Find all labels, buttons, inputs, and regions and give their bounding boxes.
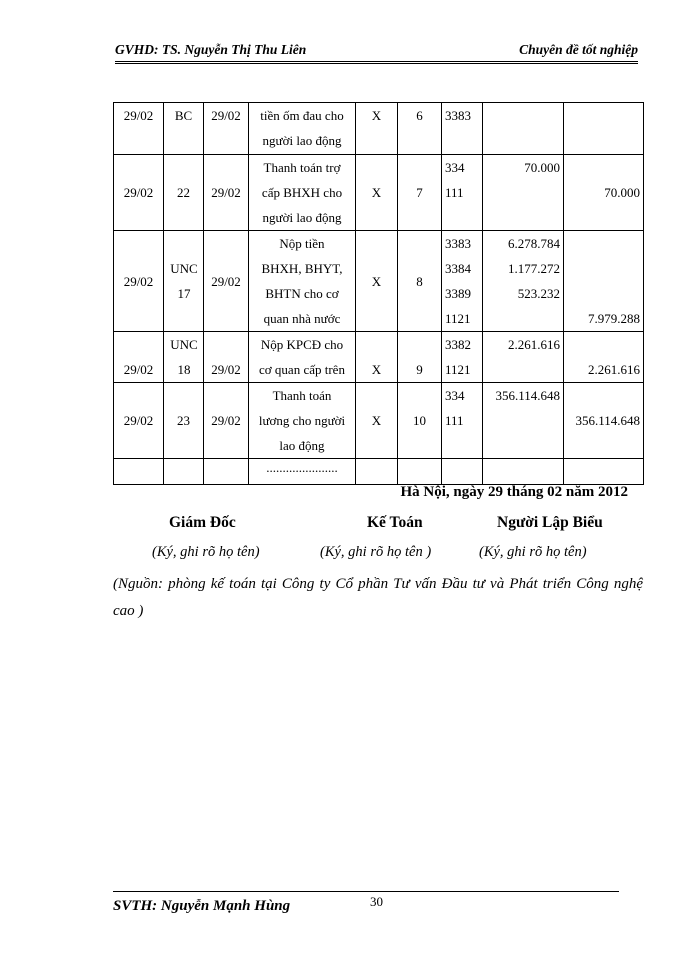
description-line: Thanh toán trợ [263, 160, 341, 175]
cell-mark: X [356, 332, 398, 383]
account-number: 1121 [445, 311, 471, 326]
source-note: (Nguồn: phòng kế toán tại Công ty Cổ phần Tư vấn Đầu tư và Phát triển Công nghệ cao ) [113, 576, 643, 619]
cell-mark: X [356, 231, 398, 332]
cell-doc-date: 29/02 [204, 231, 249, 332]
cell-doc-date [204, 459, 249, 485]
description-line: cấp BHXH cho [261, 185, 343, 200]
description-line: BHXH, BHYT, [261, 261, 343, 276]
signature-note-accountant: (Ký, ghi rõ họ tên ) [320, 544, 432, 560]
cell-line [398, 459, 442, 485]
cell-doc-date: 29/02 [204, 332, 249, 383]
page-header [115, 42, 638, 64]
description-line: lương cho người [258, 413, 346, 428]
cell-description [249, 103, 356, 155]
cell-doc-date: 29/02 [204, 383, 249, 459]
table-row [114, 459, 644, 485]
cell-debit [483, 332, 564, 383]
cell-description [249, 155, 356, 231]
cell-description [249, 383, 356, 459]
cell-accounts [442, 459, 483, 485]
account-number: 334 [445, 388, 465, 403]
cell-credit [564, 103, 644, 155]
cell-date: 29/02 [114, 332, 164, 383]
cell-description [249, 459, 356, 485]
description-line: cơ quan cấp trên [259, 362, 345, 377]
table-row [114, 155, 644, 231]
cell-line: 10 [398, 383, 442, 459]
footer-divider [113, 891, 619, 892]
cell-doc-no [164, 459, 204, 485]
cell-date: 29/02 [114, 155, 164, 231]
cell-doc-no: 22 [164, 155, 204, 231]
description-line: Nộp tiền [279, 236, 325, 251]
table-row [114, 332, 644, 383]
cell-date: 29/02 [114, 103, 164, 155]
cell-description [249, 332, 356, 383]
debit-amount: 6.278.784 [508, 236, 560, 251]
cell-line: 6 [398, 103, 442, 155]
debit-amount: 523.232 [517, 286, 560, 301]
signature-title-director: Giám Đốc [169, 514, 236, 531]
cell-doc-no [164, 231, 204, 332]
signature-title-accountant: Kế Toán [367, 514, 423, 531]
cell-line: 8 [398, 231, 442, 332]
cell-accounts [442, 155, 483, 231]
cell-line: 7 [398, 155, 442, 231]
account-number: 111 [445, 413, 464, 428]
cell-accounts [442, 103, 483, 155]
header-document-type: Chuyên đề tốt nghiệp [519, 42, 638, 57]
account-number: 3382 [445, 337, 471, 352]
description-line: người lao động [262, 210, 342, 225]
cell-mark: X [356, 103, 398, 155]
signature-note-director: (Ký, ghi rõ họ tên) [152, 544, 260, 560]
cell-doc-no: 23 [164, 383, 204, 459]
description-line: Thanh toán [272, 388, 332, 403]
date-location-line: Hà Nội, ngày 29 tháng 02 năm 2012 [400, 484, 628, 500]
cell-doc-date: 29/02 [204, 155, 249, 231]
cell-credit: 356.114.648 [564, 383, 644, 459]
cell-mark [356, 459, 398, 485]
cell-debit [483, 383, 564, 459]
account-number: 3389 [445, 286, 471, 301]
doc-no-text: UNC 17 [170, 261, 198, 301]
description-line: Nộp KPCĐ cho [260, 337, 344, 352]
account-number: 3383 [445, 236, 471, 251]
description-line: người lao động [262, 133, 342, 148]
footer-author: SVTH: Nguyễn Mạnh Hùng [113, 898, 291, 914]
cell-line: 9 [398, 332, 442, 383]
debit-amount: 2.261.616 [508, 337, 560, 352]
signature-title-preparer: Người Lập Biểu [497, 514, 603, 531]
cell-doc-no: BC [164, 103, 204, 155]
cell-date: 29/02 [114, 383, 164, 459]
account-number: 111 [445, 185, 464, 200]
description-line: quan nhà nước [263, 311, 341, 326]
header-supervisor: GVHD: TS. Nguyễn Thị Thu Liên [115, 42, 307, 57]
cell-debit [483, 103, 564, 155]
page-number: 30 [370, 894, 383, 909]
account-number: 1121 [445, 362, 471, 377]
cell-credit: 70.000 [564, 155, 644, 231]
cell-mark: X [356, 383, 398, 459]
cell-debit [483, 231, 564, 332]
description-line: tiền ốm đau cho [260, 108, 344, 123]
signature-note-preparer: (Ký, ghi rõ họ tên) [479, 544, 587, 560]
cell-date [114, 459, 164, 485]
debit-amount: 1.177.272 [508, 261, 560, 276]
cell-accounts [442, 231, 483, 332]
account-number: 334 [445, 160, 465, 175]
cell-doc-date: 29/02 [204, 103, 249, 155]
cell-debit [483, 459, 564, 485]
debit-amount: 70.000 [524, 160, 560, 175]
cell-credit [564, 459, 644, 485]
table-row [114, 383, 644, 459]
cell-accounts [442, 383, 483, 459]
table-row [114, 231, 644, 332]
cell-debit [483, 155, 564, 231]
cell-accounts [442, 332, 483, 383]
debit-amount: 356.114.648 [495, 388, 560, 403]
cell-date: 29/02 [114, 231, 164, 332]
cell-credit: 2.261.616 [564, 332, 644, 383]
description-line: ...................... [266, 460, 338, 475]
description-line: BHTN cho cơ [265, 286, 339, 301]
description-line: lao động [279, 438, 325, 453]
account-number: 3384 [445, 261, 471, 276]
account-number: 3383 [445, 108, 471, 123]
ledger-table [113, 102, 644, 485]
cell-credit: 7.979.288 [564, 231, 644, 332]
cell-description [249, 231, 356, 332]
cell-doc-no [164, 332, 204, 383]
doc-no-text: UNC 18 [170, 337, 198, 377]
cell-mark: X [356, 155, 398, 231]
table-row [114, 103, 644, 155]
